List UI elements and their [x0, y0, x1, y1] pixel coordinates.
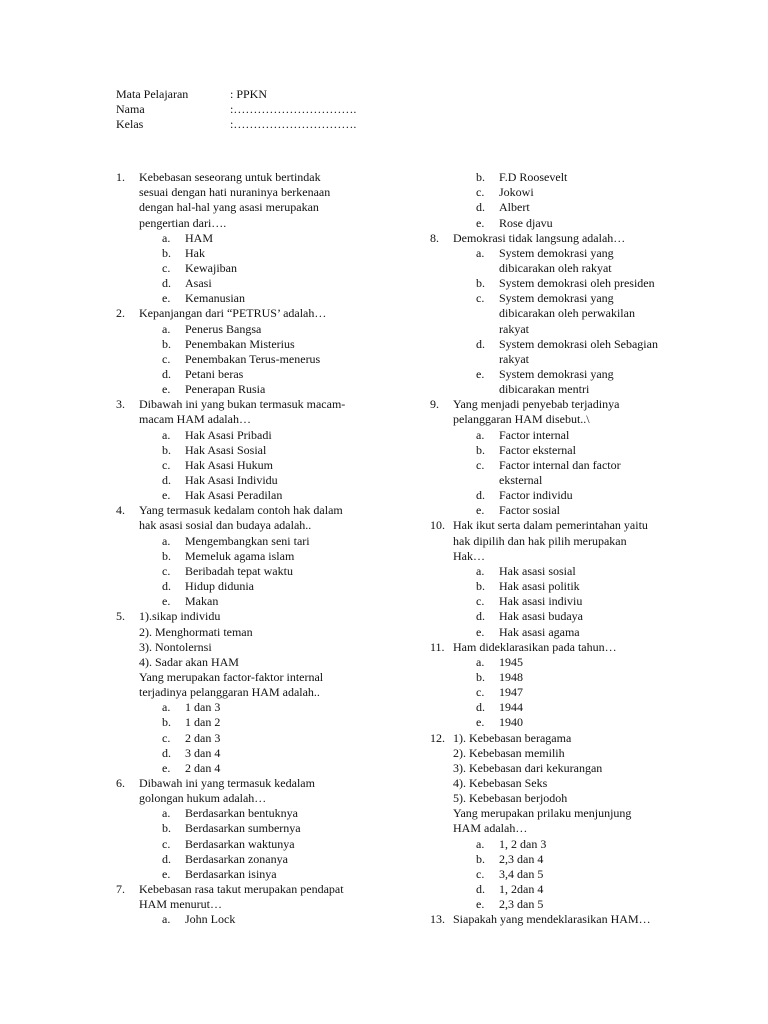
option-text: Berdasarkan zonanya — [185, 851, 288, 866]
option-text: Factor individu — [499, 488, 573, 503]
option-text: Memeluk agama islam — [185, 548, 295, 563]
option-letter: a. — [476, 654, 485, 669]
option-text: 1945 — [499, 654, 523, 669]
option-text: Berdasarkan bentuknya — [185, 806, 298, 821]
question-text: Dibawah ini yang bukan termasuk macam- — [139, 397, 346, 412]
option-letter: c. — [476, 866, 485, 881]
option-letter: b. — [476, 851, 485, 866]
option-text: 2 dan 3 — [185, 730, 221, 745]
option-text: Mengembangkan seni tari — [185, 533, 310, 548]
option-text: Penembakan Misterius — [185, 336, 295, 351]
option-letter: e. — [162, 760, 171, 775]
question-text: Hak ikut serta dalam pemerintahan yaitu — [453, 518, 648, 533]
option-text: System demokrasi yang — [499, 291, 614, 306]
option-text: System demokrasi oleh presiden — [499, 276, 655, 291]
option-text: 2,3 dan 5 — [499, 897, 544, 912]
question-number: 2. — [116, 306, 125, 321]
option-letter: d. — [476, 609, 485, 624]
option-text: Penerapan Rusia — [185, 382, 266, 397]
option-letter: b. — [476, 442, 485, 457]
question-number: 4. — [116, 503, 125, 518]
option-text: Petani beras — [185, 366, 244, 381]
option-text: Kewajiban — [185, 260, 237, 275]
option-letter: b. — [476, 276, 485, 291]
question-number: 10. — [430, 518, 445, 533]
option-text: Rose djavu — [499, 215, 553, 230]
option-text: Hak Asasi Pribadi — [185, 427, 272, 442]
option-text: Hak asasi sosial — [499, 563, 576, 578]
option-letter: d. — [476, 488, 485, 503]
question-text: 2). Menghormati teman — [139, 624, 253, 639]
option-text: System demokrasi oleh Sebagian — [499, 336, 658, 351]
option-text: eksternal — [499, 473, 543, 487]
option-letter: e. — [162, 488, 171, 503]
option-letter: c. — [476, 185, 485, 200]
option-letter: d. — [476, 200, 485, 215]
name-field: :…………………………. — [230, 102, 357, 116]
option-letter: b. — [476, 170, 485, 184]
question-text: Yang merupakan factor-faktor internal — [139, 669, 324, 684]
option-text: 1 dan 3 — [185, 700, 221, 715]
option-letter: c. — [476, 291, 485, 306]
option-letter: d. — [162, 473, 171, 487]
option-text: Hak asasi politik — [499, 579, 580, 593]
class-label: Kelas — [116, 117, 144, 131]
option-letter: d. — [162, 276, 171, 291]
option-letter: b. — [162, 548, 171, 563]
option-text: dibicarakan oleh perwakilan — [499, 306, 635, 321]
question-number: 6. — [116, 776, 125, 790]
option-text: rakyat — [499, 351, 529, 366]
option-letter: b. — [476, 579, 485, 593]
option-letter: e. — [476, 503, 485, 518]
option-letter: e. — [476, 366, 485, 381]
option-text: Kemanusian — [185, 291, 245, 306]
option-letter: e. — [162, 291, 171, 306]
option-text: Hak Asasi Hukum — [185, 457, 273, 472]
option-letter: e. — [162, 594, 171, 609]
option-text: 1 dan 2 — [185, 715, 221, 730]
option-letter: a. — [162, 427, 171, 442]
question-text: Dibawah ini yang termasuk kedalam — [139, 776, 315, 790]
question-text: sesuai dengan hati nuraninya berkenaan — [139, 185, 331, 200]
option-text: Hak Asasi Sosial — [185, 442, 267, 457]
option-letter: b. — [162, 821, 171, 836]
question-text: 1). Kebebasan beragama — [453, 730, 572, 745]
option-text: 1944 — [499, 700, 523, 715]
question-number: 11. — [430, 639, 445, 654]
option-letter: e. — [476, 624, 485, 639]
option-letter: b. — [162, 442, 171, 457]
question-number: 8. — [430, 230, 439, 245]
option-text: Penembakan Terus-menerus — [185, 351, 321, 366]
option-text: Beribadah tepat waktu — [185, 563, 293, 578]
option-letter: b. — [162, 715, 171, 730]
option-letter: a. — [162, 321, 171, 336]
option-text: Hak asasi budaya — [499, 609, 583, 624]
option-text: Hak Asasi Individu — [185, 473, 278, 487]
option-letter: d. — [162, 366, 171, 381]
option-text: 1948 — [499, 669, 523, 684]
option-text: 3,4 dan 5 — [499, 866, 544, 881]
option-letter: a. — [162, 806, 171, 821]
question-text: pelanggaran HAM disebut..\ — [453, 412, 590, 427]
option-text: Factor internal dan factor — [499, 457, 621, 472]
class-field: :…………………………. — [230, 117, 357, 131]
option-letter: c. — [476, 457, 485, 472]
option-letter: a. — [476, 427, 485, 442]
option-letter: b. — [476, 669, 485, 684]
question-text: 3). Nontolernsi — [139, 639, 212, 654]
option-text: 2 dan 4 — [185, 760, 221, 775]
option-text: rakyat — [499, 321, 529, 336]
question-number: 12. — [430, 730, 445, 745]
question-text: golongan hukum adalah… — [139, 791, 267, 806]
option-letter: d. — [162, 851, 171, 866]
option-letter: d. — [476, 336, 485, 351]
option-letter: a. — [476, 563, 485, 578]
option-text: 3 dan 4 — [185, 745, 221, 760]
question-text: 2). Kebebasan memilih — [453, 745, 565, 760]
question-number: 3. — [116, 397, 125, 412]
question-text: 3). Kebebasan dari kekurangan — [453, 760, 603, 775]
option-letter: c. — [162, 836, 171, 851]
question-text: 4). Kebebasan Seks — [453, 776, 548, 790]
question-text: Yang merupakan prilaku menjunjung — [453, 806, 632, 821]
option-text: dibicarakan oleh rakyat — [499, 260, 612, 275]
option-letter: d. — [162, 745, 171, 760]
option-text: Berdasarkan sumbernya — [185, 821, 301, 836]
option-letter: c. — [476, 594, 485, 609]
option-letter: d. — [476, 882, 485, 896]
option-letter: e. — [476, 715, 485, 730]
subject-label: Mata Pelajaran — [116, 87, 189, 101]
option-letter: e. — [162, 866, 171, 881]
question-text: Yang menjadi penyebab terjadinya — [453, 397, 620, 412]
option-text: 1, 2 dan 3 — [499, 836, 547, 851]
option-text: Berdasarkan waktunya — [185, 836, 295, 851]
question-number: 13. — [430, 912, 445, 927]
option-text: Factor eksternal — [499, 442, 576, 457]
option-letter: a. — [162, 912, 171, 927]
option-text: Albert — [499, 200, 530, 215]
name-label: Nama — [116, 102, 145, 116]
question-text: macam HAM adalah… — [139, 412, 251, 427]
option-letter: c. — [162, 260, 171, 275]
question-text: Hak… — [453, 548, 485, 563]
option-letter: a. — [476, 836, 485, 851]
question-number: 9. — [430, 397, 439, 412]
question-text: Yang termasuk kedalam contoh hak dalam — [139, 503, 343, 518]
option-text: 2,3 dan 4 — [499, 851, 544, 866]
option-letter: c. — [476, 685, 485, 700]
question-number: 1. — [116, 170, 125, 184]
question-text: HAM menurut… — [139, 897, 222, 912]
option-letter: c. — [162, 457, 171, 472]
option-letter: e. — [476, 897, 485, 912]
question-text: hak asasi sosial dan budaya adalah.. — [139, 518, 312, 533]
option-text: 1940 — [499, 715, 523, 730]
option-text: Makan — [185, 594, 219, 609]
option-letter: a. — [162, 700, 171, 715]
question-text: 5). Kebebasan berjodoh — [453, 791, 568, 806]
question-text: 4). Sadar akan HAM — [139, 654, 239, 669]
question-number: 7. — [116, 882, 125, 896]
option-text: Berdasarkan isinya — [185, 866, 277, 881]
option-letter: e. — [162, 382, 171, 397]
option-text: dibicarakan mentri — [499, 382, 590, 397]
option-text: Jokowi — [499, 185, 534, 200]
option-letter: e. — [476, 215, 485, 230]
option-letter: c. — [162, 730, 171, 745]
option-text: F.D Roosevelt — [499, 170, 568, 184]
question-text: pengertian dari…. — [139, 215, 227, 230]
option-text: Asasi — [185, 276, 212, 291]
question-text: HAM adalah… — [453, 821, 528, 836]
option-text: Hak — [185, 245, 205, 260]
question-text: dengan hal-hal yang asasi merupakan — [139, 200, 319, 215]
question-text: Siapakah yang mendeklarasikan HAM… — [453, 912, 651, 927]
option-letter: a. — [476, 245, 485, 260]
subject-value: : PPKN — [230, 87, 268, 101]
question-text: Kebebasan seseorang untuk bertindak — [139, 170, 321, 184]
question-text: terjadinya pelanggaran HAM adalah.. — [139, 685, 320, 700]
option-text: Hak asasi agama — [499, 624, 580, 639]
question-text: Demokrasi tidak langsung adalah… — [453, 230, 626, 245]
option-letter: d. — [162, 579, 171, 593]
option-text: Factor internal — [499, 427, 570, 442]
question-text: hak dipilih dan hak pilih merupakan — [453, 533, 627, 548]
question-text: Ham dideklarasikan pada tahun… — [453, 639, 617, 654]
option-text: HAM — [185, 230, 214, 245]
option-letter: a. — [162, 533, 171, 548]
option-text: Hak Asasi Peradilan — [185, 488, 283, 503]
option-text: 1947 — [499, 685, 523, 700]
question-text: 1).sikap individu — [139, 609, 221, 624]
question-text: Kepanjangan dari “PETRUS’ adalah… — [139, 306, 327, 321]
option-letter: c. — [162, 563, 171, 578]
option-letter: a. — [162, 230, 171, 245]
option-text: Penerus Bangsa — [185, 321, 262, 336]
question-number: 5. — [116, 609, 125, 624]
question-text: Kebebasan rasa takut merupakan pendapat — [139, 882, 344, 896]
option-text: System demokrasi yang — [499, 245, 614, 260]
option-text: Factor sosial — [499, 503, 560, 518]
option-text: John Lock — [185, 912, 236, 927]
option-text: System demokrasi yang — [499, 366, 614, 381]
option-text: Hidup didunia — [185, 579, 254, 593]
option-letter: d. — [476, 700, 485, 715]
option-text: Hak asasi indiviu — [499, 594, 583, 609]
option-letter: b. — [162, 245, 171, 260]
option-text: 1, 2dan 4 — [499, 882, 544, 896]
option-letter: c. — [162, 351, 171, 366]
option-letter: b. — [162, 336, 171, 351]
